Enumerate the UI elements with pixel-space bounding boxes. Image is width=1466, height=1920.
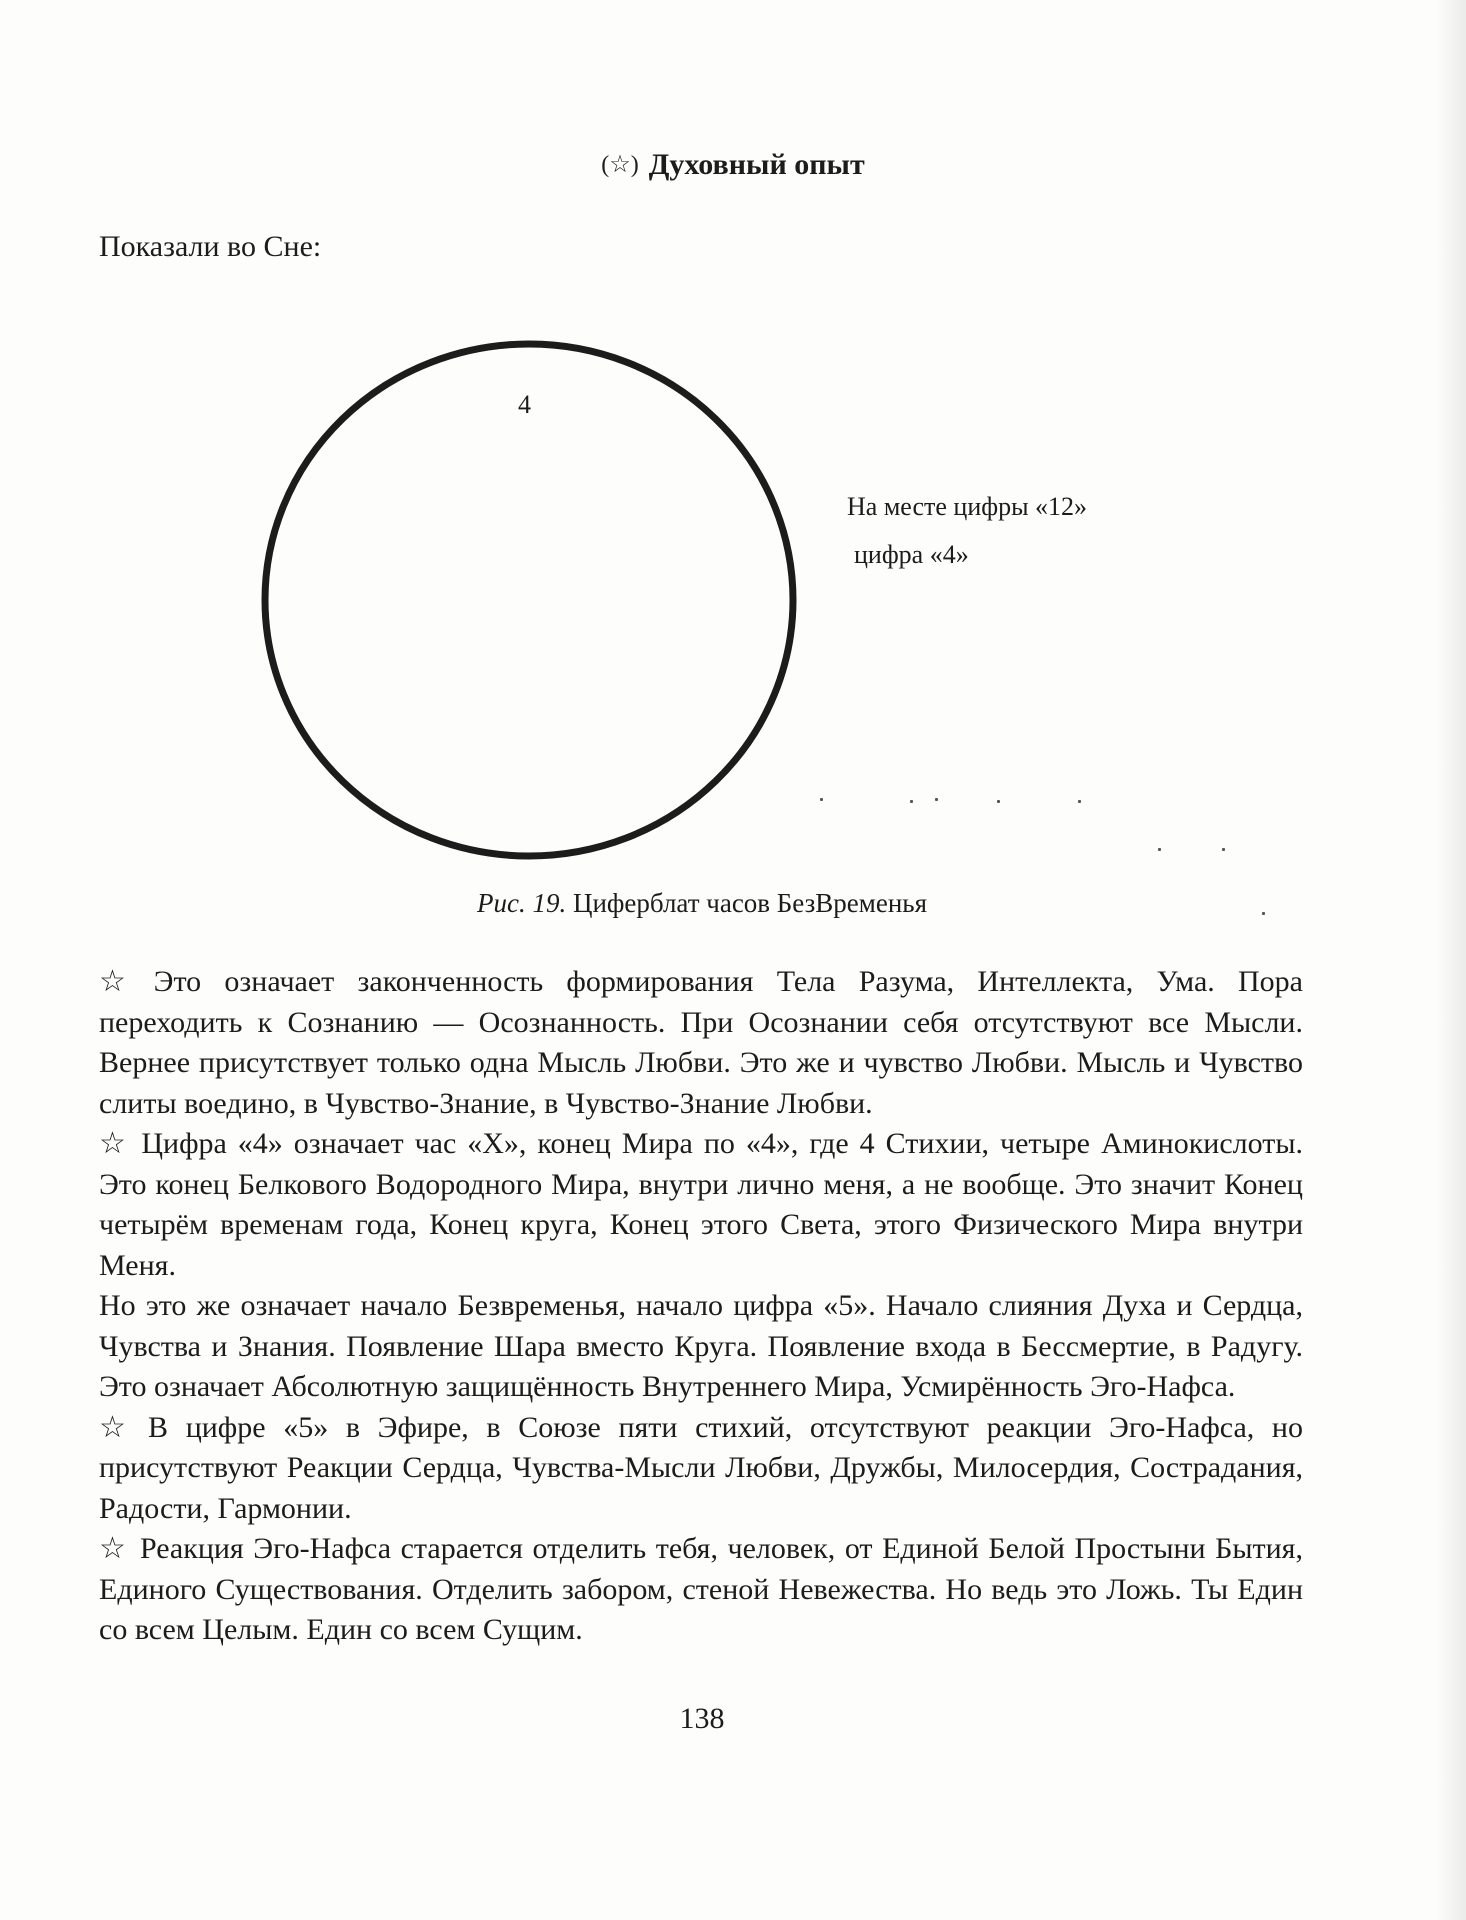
paragraph [99,1408,1303,1530]
paragraph [99,1286,1303,1408]
figure-caption-label: Рис. 19. [476,888,567,918]
figure-caption-text: Циферблат часов БезВременья [566,888,928,918]
scan-speck [820,798,823,801]
page-number: 138 [679,1702,725,1735]
paragraph-text: Это означает законченность формирования Тела Разума, Интеллекта, Ума. Пора переходить к Сознанию — Осознанность. При Осознании себя отсутствуют все Мысли. Вернее присутствует только одна Мысль Любви. Это же и чувство Любви. Мысль и Чувство слиты воедино, в Чувство-Знание, в Чувство-Знание Любви. [99,965,1303,1120]
scan-speck [997,800,1000,803]
scan-speck [1078,800,1081,803]
figure-caption [0,888,1404,919]
page-edge-shadow [1436,0,1466,1920]
paragraph-text: Цифра «4» означает час «Х», конец Мира по «4», где 4 Стихии, четыре Аминокислоты. Это конец Белкового Водородного Мира, внутри лично меня, а не вообще. Это значит Конец четырём временам года, Конец круга, Конец этого Света, этого Физического Мира внутри Меня. [99,1127,1303,1282]
scan-speck [935,798,938,801]
paragraph [99,962,1303,1124]
star-icon: ☆ [99,1532,128,1565]
clock-dial-circle [265,344,793,856]
section-title: Духовный опыт [648,148,865,181]
paragraph-text: Реакция Эго-Нафса старается отделить тебя, человек, от Единой Белой Простыни Бытия, Единого Существования. Отделить забором, стеной Невежества. Но ведь это Ложь. Ты Един со всем Целым. Един со всем Сущим. [99,1532,1303,1646]
figure-note-line-1: На месте цифры «12» [847,492,1088,521]
paragraph-text: В цифре «5» в Эфире, в Союзе пяти стихий, отсутствуют реакции Эго-Нафса, но присутствуют Реакции Сердца, Чувства-Мысли Любви, Дружбы, Милосердия, Сострадания, Радости, Гармонии. [99,1410,1303,1525]
paragraph [99,1529,1303,1651]
dial-number: 4 [518,390,531,419]
scan-speck [1262,912,1265,915]
section-heading [0,148,1466,182]
intro-line: Показали во Сне: [99,230,322,263]
star-icon: ☆ [99,1410,137,1444]
paragraph [99,1124,1303,1286]
figure-note-line-2: цифра «4» [854,540,969,569]
star-icon: ☆ [99,965,142,998]
scan-speck [910,800,913,803]
scan-speck [1158,848,1161,851]
star-in-circle-icon: (☆) [601,152,639,178]
star-icon: ☆ [99,1127,130,1160]
paragraph-text: Но это же означает начало Безвременья, начало цифра «5». Начало слияния Духа и Сердца, Чувства и Знания. Появление Шара вместо Круга. Появление входа в Бессмертие, в Радугу. Это означает Абсолютную защищённость Внутреннего Мира, Усмирённость Эго-Нафса. [99,1289,1303,1403]
body-text [99,962,1303,1651]
scan-speck [1222,848,1225,851]
